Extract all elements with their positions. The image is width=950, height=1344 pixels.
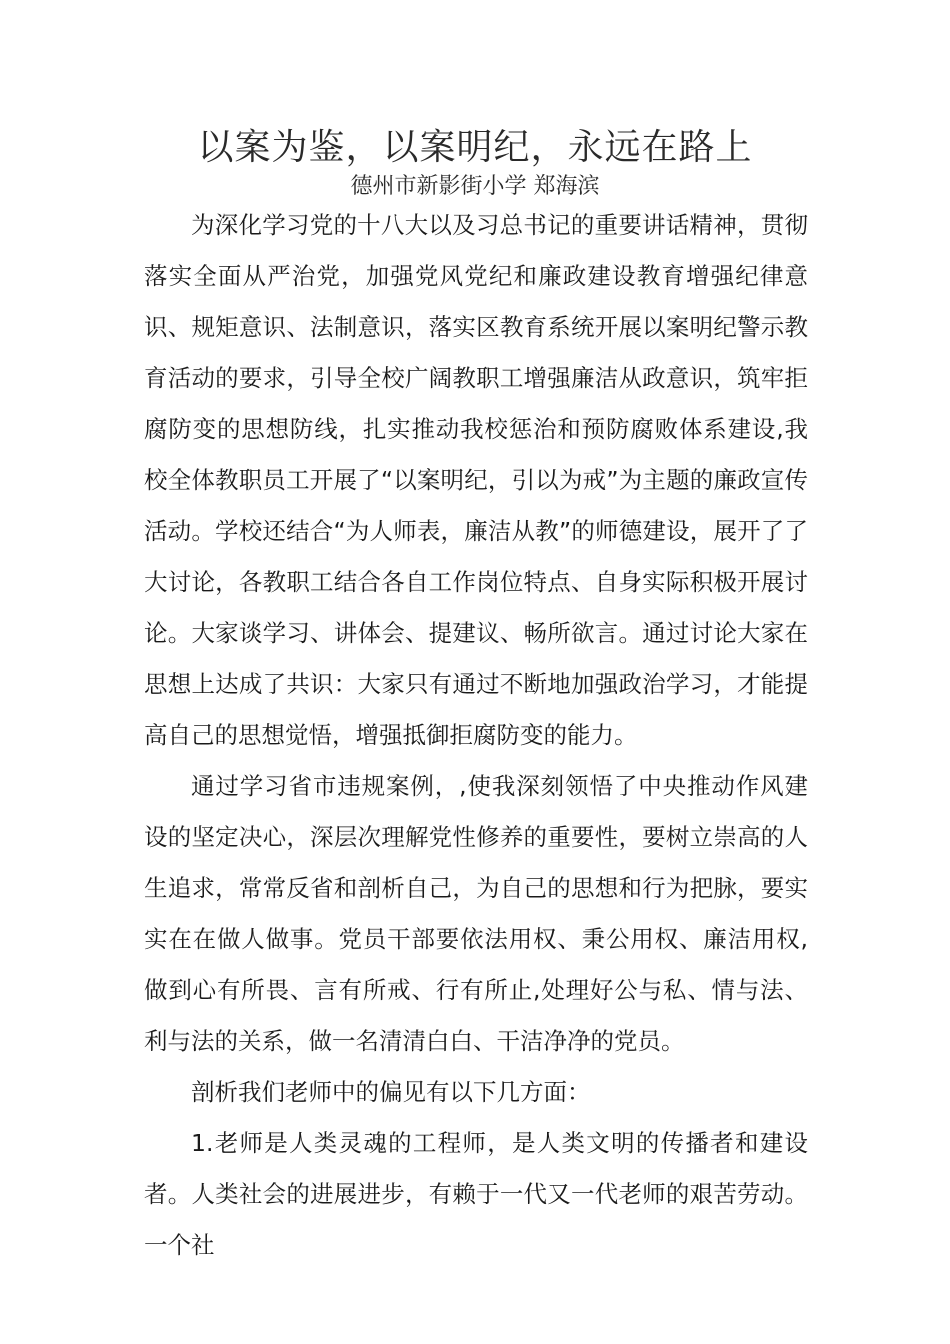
document-body bbox=[144, 200, 808, 1271]
paragraph: 通过学习省市违规案例，,使我深刻领悟了中央推动作风建设的坚定决心，深层次理解党性修养的重要性，要树立崇高的人生追求，常常反省和剖析自己，为自己的思想和行为把脉，要实实在在做人做事。党员干部要依法用权、秉公用权、廉洁用权,做到心有所畏、言有所戒、行有所止,处理好公与私、情与法、利与法的关系，做一名清清白白、干洁净净的党员。 bbox=[144, 772, 808, 1055]
paragraph: 1.老师是人类灵魂的工程师，是人类文明的传播者和建设者。人类社会的进展进步，有赖于一代又一代老师的艰苦劳动。一个社 bbox=[144, 1129, 808, 1259]
document-title: 以案为鉴，以案明纪，永远在路上 bbox=[197, 127, 753, 168]
document-author: 德州市新影街小学 郑海滨 bbox=[350, 174, 600, 199]
paragraph: 剖析我们老师中的偏见有以下几方面： bbox=[191, 1078, 591, 1106]
paragraph: 为深化学习党的十八大以及习总书记的重要讲话精神，贯彻落实全面从严治党，加强党风党纪和廉政建设教育增强纪律意识、规矩意识、法制意识，落实区教育系统开展以案明纪警示教育活动的要求，引导全校广阔教职工增强廉洁从政意识，筑牢拒腐防变的思想防线，扎实推动我校惩治和预防腐败体系建设,我校全体教职员工开展了“以案明纪，引以为戒”为主题的廉政宣传活动。学校还结合“为人师表，廉洁从教”的师德建设，展开了了大讨论，各教职工结合各自工作岗位特点、自身实际积极开展讨论。大家谈学习、讲体会、提建议、畅所欲言。通过讨论大家在思想上达成了共识：大家只有通过不断地加强政治学习，才能提高自己的思想觉悟，增强抵御拒腐防变的能力。 bbox=[144, 211, 808, 749]
